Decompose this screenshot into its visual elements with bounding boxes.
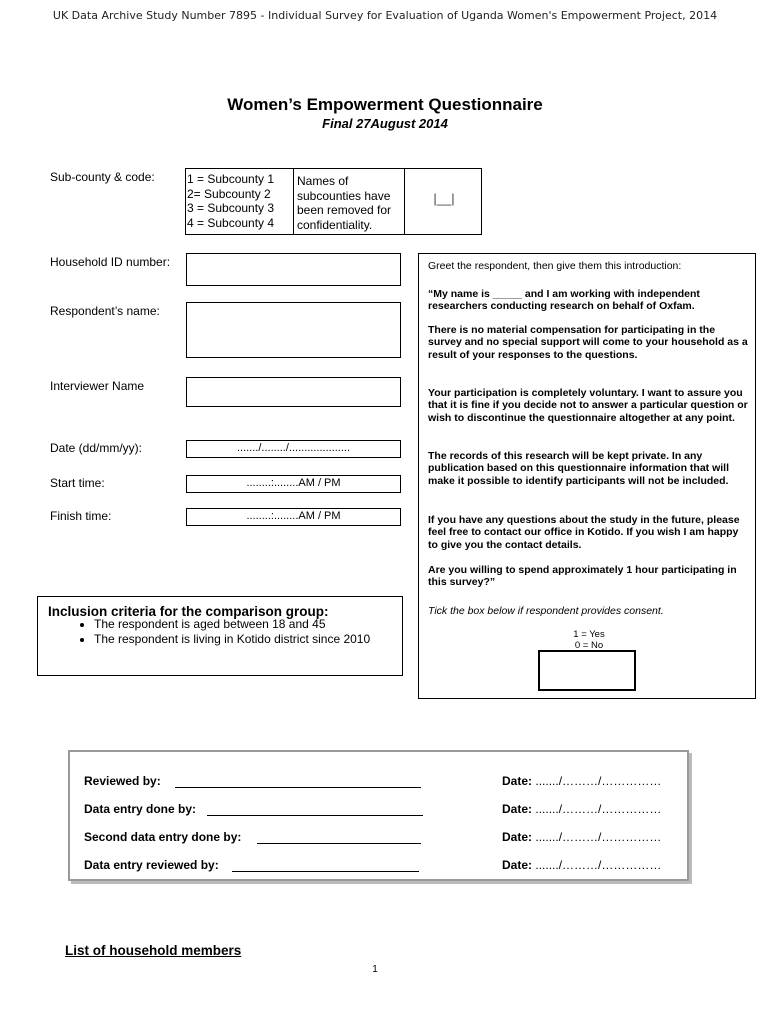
introduction-panel <box>418 253 756 699</box>
entry-reviewed-date[interactable] <box>502 858 661 872</box>
entry-reviewed-label: Data entry reviewed by: <box>84 858 219 872</box>
data-entry-line[interactable] <box>207 815 423 816</box>
subcounty-table <box>185 168 482 235</box>
consent-yes-label: 1 = Yes <box>573 629 605 640</box>
date-label: Date (dd/mm/yy): <box>50 441 143 455</box>
household-id-label: Household ID number: <box>50 255 171 269</box>
intro-paragraph-2: There is no material compensation for participating in the survey and no special support will come to your household as a result of your responses to the questions. <box>428 324 748 361</box>
inclusion-list <box>58 617 370 647</box>
consent-no-label: 0 = No <box>574 640 604 651</box>
intro-paragraph-3: Your participation is completely voluntary. I want to assure you that it is fine if you decide not to answer a particular question or wish to discontinue the questionnaire altogether at any point. <box>428 387 748 424</box>
entry-reviewed-date-value: ......./………/…………… <box>535 858 662 872</box>
subcounty-code-field[interactable]: |__| <box>433 191 455 206</box>
document-header: UK Data Archive Study Number 7895 - Individual Survey for Evaluation of Uganda Women's Empowerment Project, 2014 <box>52 9 718 22</box>
interviewer-name-field[interactable] <box>186 377 401 407</box>
inclusion-title: Inclusion criteria for the comparison group: <box>48 604 329 619</box>
intro-paragraph-1: “My name is _____ and I am working with independent researchers conducting research on behalf of Oxfam. <box>428 288 700 313</box>
subcounty-option: 3 = Subcounty 3 <box>187 201 275 215</box>
respondent-name-field[interactable] <box>186 302 401 358</box>
subcounty-options <box>186 169 294 234</box>
second-entry-label: Second data entry done by: <box>84 830 242 844</box>
review-date-value: ......./………/…………… <box>535 774 662 788</box>
entry-reviewed-date-label: Date: <box>502 858 533 872</box>
start-time-label: Start time: <box>50 476 105 490</box>
interviewer-name-label: Interviewer Name <box>50 379 145 393</box>
page-number: 1 <box>372 964 378 975</box>
second-entry-date-value: ......./………/…………… <box>535 830 662 844</box>
consent-instruction: Tick the box below if respondent provides consent. <box>428 605 664 617</box>
intro-instruction: Greet the respondent, then give them this introduction: <box>428 260 682 272</box>
page-subtitle: Final 27August 2014 <box>322 116 448 131</box>
second-entry-date-label: Date: <box>502 830 533 844</box>
subcounty-option: 2= Subcounty 2 <box>187 186 271 201</box>
subcounty-option: 1 = Subcounty 1 <box>187 172 275 186</box>
data-entry-label: Data entry done by: <box>84 802 197 816</box>
second-entry-line[interactable] <box>257 843 421 844</box>
data-entry-date[interactable] <box>502 802 661 816</box>
review-box <box>68 750 689 881</box>
subcounty-label: Sub-county & code: <box>50 170 155 184</box>
page-title: Women’s Empowerment Questionnaire <box>227 95 543 114</box>
data-entry-date-value: ......./………/…………… <box>535 802 662 816</box>
reviewed-by-line[interactable] <box>175 787 421 788</box>
entry-reviewed-line[interactable] <box>232 871 419 872</box>
inclusion-item: • The respondent is aged between 18 and 45 <box>94 617 370 632</box>
subcounty-note: Names of subcounties have been removed for confidentiality. <box>295 169 405 234</box>
reviewed-by-label: Reviewed by: <box>84 774 161 788</box>
intro-paragraph-5: If you have any questions about the study in the future, please feel free to contact our office in Kotido. If you wish I am happy to give you the contact details. <box>428 514 740 551</box>
inclusion-item: • The respondent is living in Kotido district since 2010 <box>94 632 370 647</box>
subcounty-option: 4 = Subcounty 4 <box>187 215 275 230</box>
intro-paragraph-4: The records of this research will be kept private. In any publication based on this questionnaire information that will make it possible to identify participants will not be included. <box>428 450 730 487</box>
finish-time-field[interactable]: ........:........AM / PM <box>186 508 401 526</box>
second-entry-date[interactable] <box>502 830 661 844</box>
date-field[interactable]: ......./......../.................... <box>186 440 401 458</box>
household-id-field[interactable] <box>186 253 401 286</box>
inclusion-criteria-box <box>37 596 403 676</box>
household-members-title: List of household members <box>65 943 242 958</box>
consent-checkbox[interactable] <box>538 650 636 691</box>
data-entry-date-label: Date: <box>502 802 533 816</box>
finish-time-label: Finish time: <box>50 509 112 523</box>
review-date-label: Date: <box>502 774 533 788</box>
start-time-field[interactable]: ........:........AM / PM <box>186 475 401 493</box>
respondent-name-label: Respondent’s name: <box>50 304 160 318</box>
intro-paragraph-6: Are you willing to spend approximately 1 hour participating in this survey?” <box>428 564 737 589</box>
review-date[interactable] <box>502 774 661 788</box>
